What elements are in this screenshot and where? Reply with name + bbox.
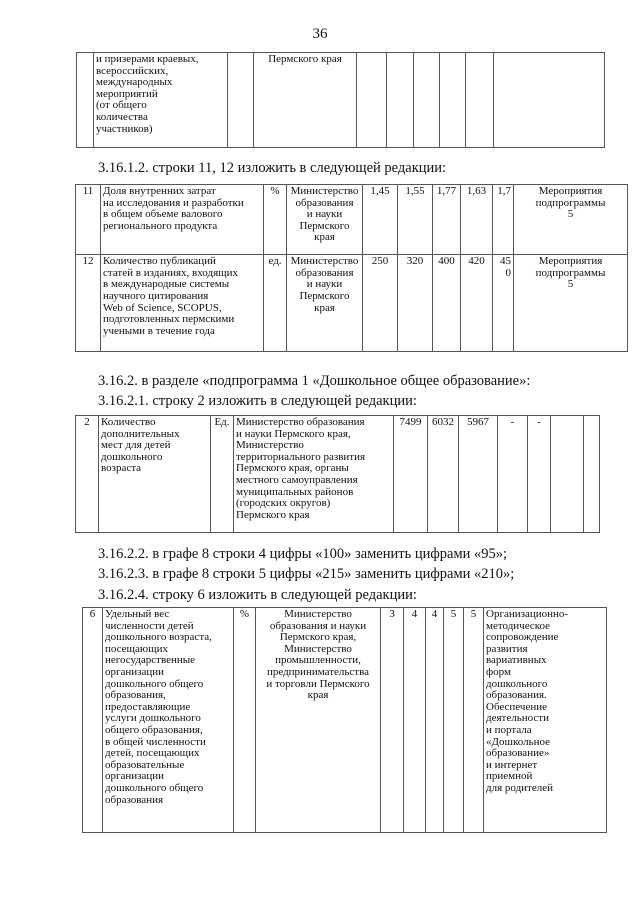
table-cell: Министерство образования и науки Пермского края, Министерство территориального развития Пермского края, органы местного самоуправления муниципальных районов (городских округов) Пермского края (234, 416, 394, 533)
table-row (76, 416, 600, 533)
table-cell: - (498, 416, 528, 533)
table-row-6 (82, 607, 607, 833)
table-cell: 420 (461, 255, 493, 352)
table-continuation (76, 52, 605, 148)
table-cell: 5 (444, 608, 464, 833)
table-cell (584, 416, 600, 533)
page-number: 36 (312, 26, 328, 42)
table-cell: 3 (381, 608, 404, 833)
table-cell: Удельный вес численности детей дошкольного возраста, посещающих негосударственные организации дошкольного общего образования, предоставляющие услуги дошкольного общего образования, в общей численности детей, посещающих образовательные организации дошкольного общего образования (103, 608, 234, 833)
table-cell (357, 53, 387, 148)
table-cell: Мероприятия подпрограммы 5 (514, 185, 628, 255)
paragraph-3-16-2-3: 3.16.2.3. в графе 8 строки 5 цифры «215» заменить цифрами «210»; (98, 566, 515, 582)
table-row (76, 255, 628, 352)
table-cell: Доля внутренних затрат на исследования и разработки в общем объеме валового регионального продукта (101, 185, 264, 255)
table-cell (77, 53, 94, 148)
paragraph-3-16-2-2: 3.16.2.2. в графе 8 строки 4 цифры «100» заменить цифрами «95»; (98, 546, 508, 562)
table-cell: 6032 (428, 416, 459, 533)
table-cell: Пермского края (254, 53, 357, 148)
table-cell: 1,63 (461, 185, 493, 255)
table-row (83, 608, 607, 833)
table-cell: ед. (264, 255, 287, 352)
table-row (77, 53, 605, 148)
table-cell: 4 (404, 608, 426, 833)
table-cell: 6 (83, 608, 103, 833)
table-cell: Министерство образования и науки Пермского края, Министерство промышленности, предпринимательства и торговли Пермского края (256, 608, 381, 833)
table-cell: и призерами краевых, всероссийских, международных мероприятий (от общего количества участников) (94, 53, 228, 148)
paragraph-3-16-2-1: 3.16.2.1. строку 2 изложить в следующей редакции: (98, 393, 417, 409)
table-cell: 450 (493, 255, 514, 352)
table-cell: 1,55 (398, 185, 433, 255)
table-cell (440, 53, 466, 148)
table-cell: 4 (426, 608, 444, 833)
table-cell: % (234, 608, 256, 833)
table-cell: 2 (76, 416, 99, 533)
table-cell: Организационно- методическое сопровождение развития вариативных форм дошкольного образования. Обеспечение деятельности и портала «Дошкольное образование» и интернет приемной для родителей (484, 608, 607, 833)
table-cell: 320 (398, 255, 433, 352)
table-cell (228, 53, 254, 148)
table-cell (414, 53, 440, 148)
table-cell: 5967 (459, 416, 498, 533)
table-cell: Министерство образования и науки Пермского края (287, 255, 363, 352)
table-cell: 250 (363, 255, 398, 352)
table-cell: 7499 (394, 416, 428, 533)
table-cell: Мероприятия подпрограммы 5 (514, 255, 628, 352)
table-cell: 5 (464, 608, 484, 833)
table-row (76, 185, 628, 255)
table-cell (387, 53, 414, 148)
table-row-2 (75, 415, 600, 533)
table-cell: Количество дополнительных мест для детей дошкольного возраста (99, 416, 211, 533)
table-cell (494, 53, 605, 148)
table-cell: Ед. (211, 416, 234, 533)
table-cell: 11 (76, 185, 101, 255)
table-cell (466, 53, 494, 148)
table-cell: Количество публикаций статей в изданиях, входящих в международные системы научного цитирования Web of Science, SCOPUS, подготовленных пермскими учеными в течение года (101, 255, 264, 352)
paragraph-3-16-2: 3.16.2. в разделе «подпрограмма 1 «Дошкольное общее образование»: (98, 373, 531, 389)
table-cell: - (528, 416, 551, 533)
table-cell: 1,45 (363, 185, 398, 255)
paragraph-3-16-1-2: 3.16.1.2. строки 11, 12 изложить в следующей редакции: (98, 160, 447, 176)
table-rows-11-12 (75, 184, 628, 352)
table-cell: Министерство образования и науки Пермского края (287, 185, 363, 255)
table-cell (551, 416, 584, 533)
paragraph-3-16-2-4: 3.16.2.4. строку 6 изложить в следующей редакции: (98, 587, 417, 603)
table-cell: % (264, 185, 287, 255)
table-cell: 1,7 (493, 185, 514, 255)
table-cell: 12 (76, 255, 101, 352)
table-cell: 1,77 (433, 185, 461, 255)
table-cell: 400 (433, 255, 461, 352)
